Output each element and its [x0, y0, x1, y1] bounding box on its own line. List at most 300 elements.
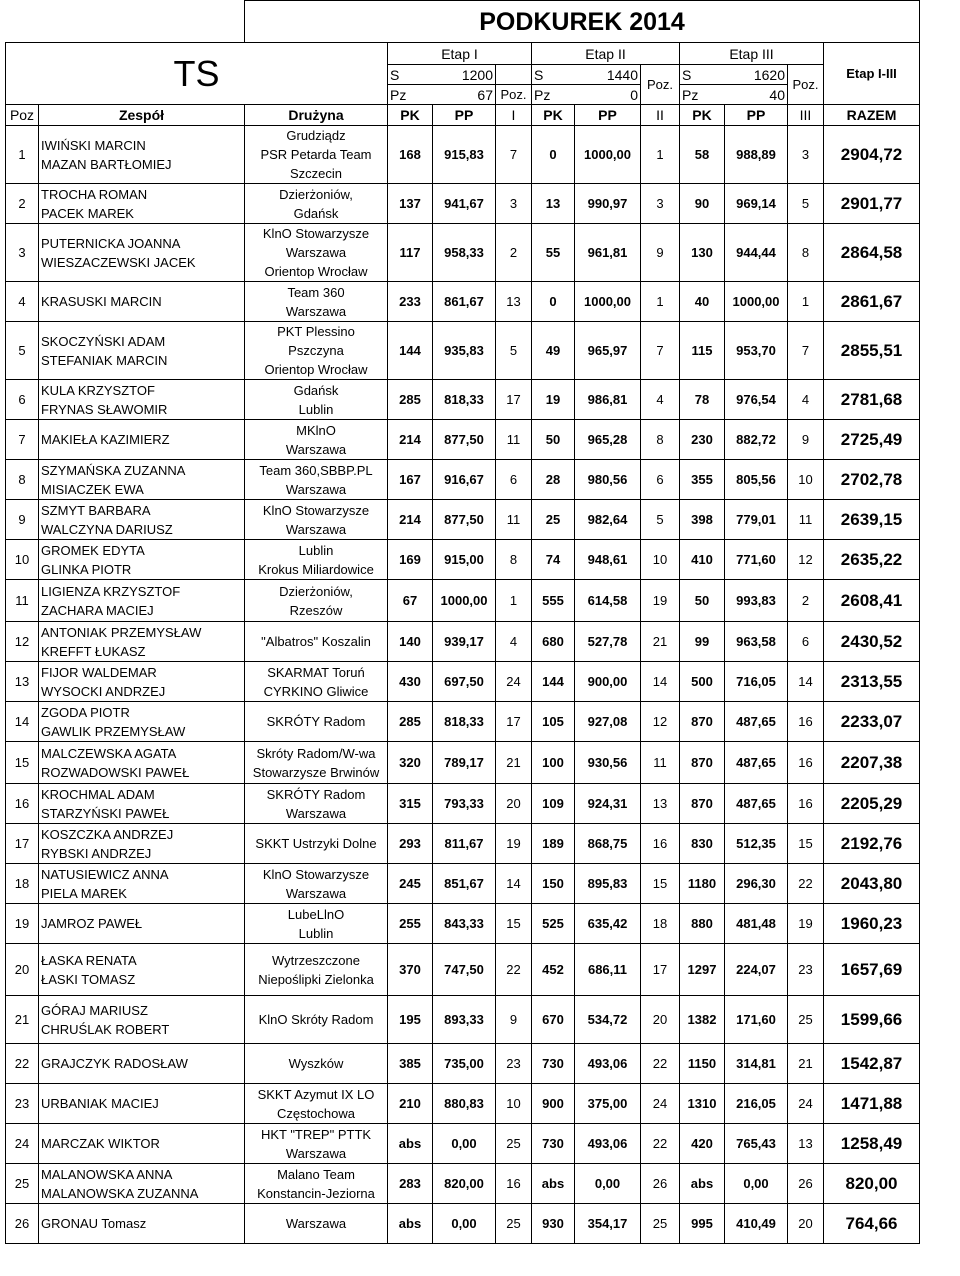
- p2-cell: 11: [641, 742, 680, 784]
- pk2-cell: 144: [532, 662, 575, 702]
- pp3-cell: 296,30: [725, 864, 788, 904]
- pp3-cell: 410,49: [725, 1204, 788, 1244]
- p1-cell: 15: [496, 904, 532, 944]
- team-members-cell: [39, 380, 245, 420]
- pp2-cell: 982,64: [575, 500, 641, 540]
- p1-cell: 7: [496, 126, 532, 184]
- p2-cell: 17: [641, 944, 680, 996]
- team-members-cell: [39, 864, 245, 904]
- pk3-cell: abs: [680, 1164, 725, 1204]
- team-member-name: MARCZAK WIKTOR: [41, 1136, 160, 1151]
- position-cell: 18: [6, 864, 39, 904]
- table-row: [6, 784, 920, 824]
- pp1-cell: 877,50: [433, 500, 496, 540]
- table-row: [6, 1164, 920, 1204]
- club-line: Warszawa: [285, 303, 347, 319]
- pp3-cell: 765,43: [725, 1124, 788, 1164]
- stage2-poz-label: Poz.: [641, 65, 680, 105]
- p2-cell: 18: [641, 904, 680, 944]
- p3-cell: 10: [788, 460, 824, 500]
- position-cell: 14: [6, 702, 39, 742]
- club-line: "Albatros" Koszalin: [261, 634, 371, 649]
- p1-cell: 21: [496, 742, 532, 784]
- team-members-cell: [39, 944, 245, 996]
- pp1-cell: 820,00: [433, 1164, 496, 1204]
- team-member-name: SKOCZYŃSKI ADAM: [41, 333, 166, 349]
- team-member-name: ZGODA PIOTR: [41, 704, 130, 720]
- position-cell: 1: [6, 126, 39, 184]
- team-member-name: PIELA MAREK: [41, 885, 127, 901]
- stage2-pz-label: Pz: [532, 85, 575, 105]
- club-line: Lublin: [298, 542, 334, 558]
- pk1-cell: 214: [388, 500, 433, 540]
- pk3-cell: 50: [680, 580, 725, 622]
- pk3-cell: 1382: [680, 996, 725, 1044]
- team-member-name: ŁASKI TOMASZ: [41, 971, 136, 987]
- pk2-cell: 13: [532, 184, 575, 224]
- p1-cell: 25: [496, 1124, 532, 1164]
- team-members-cell: [39, 622, 245, 662]
- pp1-cell: 915,83: [433, 126, 496, 184]
- pk2-cell: 0: [532, 282, 575, 322]
- team-members-cell: [39, 282, 245, 322]
- pp3-cell: 487,65: [725, 742, 788, 784]
- total-cell: 820,00: [824, 1164, 920, 1204]
- pk2-cell: 680: [532, 622, 575, 662]
- club-line: Team 360: [287, 284, 345, 300]
- pp1-cell: 747,50: [433, 944, 496, 996]
- team-members-cell: [39, 662, 245, 702]
- pk1-cell: 168: [388, 126, 433, 184]
- team-member-name: KOSZCZKA ANDRZEJ: [41, 826, 174, 842]
- pp3-cell: 988,89: [725, 126, 788, 184]
- pp1-cell: 818,33: [433, 380, 496, 420]
- team-members-cell: [39, 1044, 245, 1084]
- p3-cell: 21: [788, 1044, 824, 1084]
- total-cell: 2901,77: [824, 184, 920, 224]
- p1-cell: 6: [496, 460, 532, 500]
- club-line: Lublin: [298, 925, 334, 941]
- p3-cell: 2: [788, 580, 824, 622]
- pp2-cell: 493,06: [575, 1044, 641, 1084]
- club-cell: [245, 1084, 388, 1124]
- p1-cell: 19: [496, 824, 532, 864]
- pk3-cell: 115: [680, 322, 725, 380]
- pp2-cell: 0,00: [575, 1164, 641, 1204]
- stage3-pz-value: 40: [725, 85, 788, 105]
- pp1-cell: 877,50: [433, 420, 496, 460]
- pk2-cell: 452: [532, 944, 575, 996]
- pk3-cell: 870: [680, 784, 725, 824]
- pk3-cell: 90: [680, 184, 725, 224]
- team-member-name: FIJOR WALDEMAR: [41, 664, 157, 680]
- table-row: [6, 1044, 920, 1084]
- pk1-cell: 370: [388, 944, 433, 996]
- pk1-cell: 385: [388, 1044, 433, 1084]
- team-member-name: KROCHMAL ADAM: [41, 786, 155, 802]
- pk3-cell: 420: [680, 1124, 725, 1164]
- club-line: Warszawa: [285, 885, 347, 901]
- position-cell: 2: [6, 184, 39, 224]
- team-member-name: GÓRAJ MARIUSZ: [41, 1002, 148, 1018]
- team-member-name: MAZAN BARTŁOMIEJ: [41, 156, 172, 172]
- total-cell: 2864,58: [824, 224, 920, 282]
- pk1-cell: 140: [388, 622, 433, 662]
- club-line: Rzeszów: [289, 602, 343, 618]
- p2-cell: 22: [641, 1124, 680, 1164]
- pp2-cell: 527,78: [575, 622, 641, 662]
- blank-cell: [6, 1, 245, 43]
- team-member-name: LIGIENZA KRZYSZTOF: [41, 583, 181, 599]
- club-line: LubeLlnO: [287, 906, 345, 922]
- pp1-cell: 915,00: [433, 540, 496, 580]
- club-line: SKRÓTY Radom: [266, 786, 366, 802]
- page-title: PODKUREK 2014: [245, 1, 920, 43]
- pk1-cell: 169: [388, 540, 433, 580]
- pp2-cell: 614,58: [575, 580, 641, 622]
- club-cell: [245, 622, 388, 662]
- col-header-club: Drużyna: [245, 105, 388, 126]
- p1-cell: 23: [496, 1044, 532, 1084]
- pp3-cell: 969,14: [725, 184, 788, 224]
- total-cell: 2205,29: [824, 784, 920, 824]
- pk2-cell: 189: [532, 824, 575, 864]
- club-line: Warszawa: [285, 481, 347, 497]
- pp3-cell: 512,35: [725, 824, 788, 864]
- p3-cell: 1: [788, 282, 824, 322]
- club-cell: [245, 864, 388, 904]
- p2-cell: 9: [641, 224, 680, 282]
- club-line: Warszawa: [285, 521, 347, 537]
- pp3-cell: 171,60: [725, 996, 788, 1044]
- pk2-cell: 670: [532, 996, 575, 1044]
- pp2-cell: 990,97: [575, 184, 641, 224]
- table-row: [6, 420, 920, 460]
- pk1-cell: 293: [388, 824, 433, 864]
- position-cell: 20: [6, 944, 39, 996]
- pk1-cell: 285: [388, 702, 433, 742]
- club-cell: [245, 460, 388, 500]
- club-line: Warszawa: [285, 805, 347, 821]
- team-member-name: MALANOWSKA ANNA: [41, 1166, 173, 1182]
- team-member-name: GRAJCZYK RADOSŁAW: [41, 1056, 188, 1071]
- p3-cell: 24: [788, 1084, 824, 1124]
- position-cell: 17: [6, 824, 39, 864]
- pk1-cell: 167: [388, 460, 433, 500]
- club-line: SKRÓTY Radom: [266, 714, 366, 729]
- club-line: Wytrzeszczone: [271, 952, 361, 968]
- team-member-name: FRYNAS SŁAWOMIR: [41, 401, 168, 417]
- team-members-cell: [39, 742, 245, 784]
- col-header-pk3: PK: [680, 105, 725, 126]
- pk3-cell: 58: [680, 126, 725, 184]
- table-row: [6, 460, 920, 500]
- position-cell: 23: [6, 1084, 39, 1124]
- team-members-cell: [39, 824, 245, 864]
- p2-cell: 1: [641, 282, 680, 322]
- total-cell: 2725,49: [824, 420, 920, 460]
- pp1-cell: 843,33: [433, 904, 496, 944]
- pp1-cell: 861,67: [433, 282, 496, 322]
- club-cell: [245, 380, 388, 420]
- team-member-name: IWIŃSKI MARCIN: [41, 137, 146, 153]
- team-member-name: URBANIAK MACIEJ: [41, 1096, 159, 1111]
- position-cell: 25: [6, 1164, 39, 1204]
- club-cell: [245, 824, 388, 864]
- pk1-cell: 210: [388, 1084, 433, 1124]
- team-member-name: ANTONIAK PRZEMYSŁAW: [41, 624, 202, 640]
- pk2-cell: 74: [532, 540, 575, 580]
- table-row: [6, 996, 920, 1044]
- table-row: [6, 742, 920, 784]
- pk1-cell: abs: [388, 1124, 433, 1164]
- total-cell: 2639,15: [824, 500, 920, 540]
- pk2-cell: 105: [532, 702, 575, 742]
- pk2-cell: 900: [532, 1084, 575, 1124]
- pk2-cell: 730: [532, 1124, 575, 1164]
- p2-cell: 26: [641, 1164, 680, 1204]
- position-cell: 11: [6, 580, 39, 622]
- p2-cell: 19: [641, 580, 680, 622]
- total-cell: 1599,66: [824, 996, 920, 1044]
- position-cell: 10: [6, 540, 39, 580]
- table-row: [6, 1204, 920, 1244]
- table-row: [6, 184, 920, 224]
- p1-cell: 16: [496, 1164, 532, 1204]
- club-line: Częstochowa: [276, 1105, 356, 1121]
- team-member-name: SZYMAŃSKA ZUZANNA: [41, 462, 186, 478]
- p3-cell: 14: [788, 662, 824, 702]
- pp1-cell: 941,67: [433, 184, 496, 224]
- club-cell: [245, 1044, 388, 1084]
- club-line: Team 360,SBBP.PL: [259, 462, 373, 478]
- pp2-cell: 924,31: [575, 784, 641, 824]
- club-line: PSR Petarda Team: [260, 147, 372, 162]
- total-cell: 2861,67: [824, 282, 920, 322]
- total-cell: 1542,87: [824, 1044, 920, 1084]
- pk1-cell: 315: [388, 784, 433, 824]
- pp2-cell: 927,08: [575, 702, 641, 742]
- stage3-label: Etap III: [680, 43, 824, 65]
- p1-cell: 17: [496, 380, 532, 420]
- pp3-cell: 993,83: [725, 580, 788, 622]
- pp1-cell: 811,67: [433, 824, 496, 864]
- table-row: [6, 322, 920, 380]
- pk3-cell: 99: [680, 622, 725, 662]
- pp3-cell: 944,44: [725, 224, 788, 282]
- position-cell: 19: [6, 904, 39, 944]
- team-member-name: ŁASKA RENATA: [41, 952, 137, 968]
- stage2-s-label: S: [532, 65, 575, 85]
- table-row: [6, 622, 920, 662]
- pp2-cell: 686,11: [575, 944, 641, 996]
- team-member-name: SZMYT BARBARA: [41, 502, 151, 518]
- p2-cell: 8: [641, 420, 680, 460]
- pp3-cell: 805,56: [725, 460, 788, 500]
- club-line: SKKT Ustrzyki Dolne: [255, 836, 377, 851]
- stage2-label: Etap II: [532, 43, 680, 65]
- total-stage-label: Etap I-III: [824, 43, 920, 105]
- stage1-s-label: S: [388, 65, 433, 85]
- club-cell: [245, 1124, 388, 1164]
- pp1-cell: 789,17: [433, 742, 496, 784]
- club-cell: [245, 662, 388, 702]
- club-line: Warszawa: [285, 441, 347, 457]
- p3-cell: 6: [788, 622, 824, 662]
- pk2-cell: 28: [532, 460, 575, 500]
- club-line: Malano Team: [277, 1166, 355, 1182]
- club-line: Pszczyna: [288, 343, 344, 358]
- team-member-name: JAMROZ PAWEŁ: [41, 916, 143, 931]
- position-cell: 26: [6, 1204, 39, 1244]
- col-header-pp2: PP: [575, 105, 641, 126]
- pk2-cell: 109: [532, 784, 575, 824]
- team-members-cell: [39, 702, 245, 742]
- table-row: [6, 904, 920, 944]
- pp2-cell: 493,06: [575, 1124, 641, 1164]
- club-cell: [245, 184, 388, 224]
- club-cell: [245, 702, 388, 742]
- pp1-cell: 0,00: [433, 1204, 496, 1244]
- position-cell: 12: [6, 622, 39, 662]
- total-cell: 1471,88: [824, 1084, 920, 1124]
- stage3-poz-label: Poz.: [788, 65, 824, 105]
- pp1-cell: 916,67: [433, 460, 496, 500]
- pp3-cell: 224,07: [725, 944, 788, 996]
- pk2-cell: 150: [532, 864, 575, 904]
- col-header-total: RAZEM: [824, 105, 920, 126]
- p3-cell: 13: [788, 1124, 824, 1164]
- pk3-cell: 880: [680, 904, 725, 944]
- p3-cell: 7: [788, 322, 824, 380]
- position-cell: 3: [6, 224, 39, 282]
- position-cell: 21: [6, 996, 39, 1044]
- pk1-cell: 214: [388, 420, 433, 460]
- club-line: Warszawa: [285, 1216, 347, 1231]
- total-cell: 2608,41: [824, 580, 920, 622]
- p3-cell: 16: [788, 742, 824, 784]
- position-cell: 8: [6, 460, 39, 500]
- pp3-cell: 487,65: [725, 702, 788, 742]
- team-member-name: CHRUŚLAK ROBERT: [41, 1021, 170, 1037]
- pk2-cell: 555: [532, 580, 575, 622]
- club-cell: [245, 944, 388, 996]
- pp2-cell: 930,56: [575, 742, 641, 784]
- team-member-name: RYBSKI ANDRZEJ: [41, 845, 152, 861]
- p3-cell: 19: [788, 904, 824, 944]
- p2-cell: 20: [641, 996, 680, 1044]
- stage1-pz-label: Pz: [388, 85, 433, 105]
- club-cell: [245, 904, 388, 944]
- pp3-cell: 882,72: [725, 420, 788, 460]
- pk1-cell: 255: [388, 904, 433, 944]
- club-cell: [245, 540, 388, 580]
- club-line: Dzierżoniów,: [279, 186, 353, 202]
- p1-cell: 14: [496, 864, 532, 904]
- pk2-cell: 50: [532, 420, 575, 460]
- column-header-row: [6, 105, 920, 126]
- p2-cell: 24: [641, 1084, 680, 1124]
- pp3-cell: 481,48: [725, 904, 788, 944]
- pp3-cell: 771,60: [725, 540, 788, 580]
- team-member-name: GLINKA PIOTR: [41, 561, 132, 577]
- p2-cell: 25: [641, 1204, 680, 1244]
- p1-cell: 17: [496, 702, 532, 742]
- team-member-name: MALANOWSKA ZUZANNA: [41, 1185, 199, 1201]
- pp3-cell: 963,58: [725, 622, 788, 662]
- p2-cell: 3: [641, 184, 680, 224]
- table-row: [6, 1084, 920, 1124]
- pk2-cell: 930: [532, 1204, 575, 1244]
- p2-cell: 13: [641, 784, 680, 824]
- pp1-cell: 1000,00: [433, 580, 496, 622]
- pk1-cell: 285: [388, 380, 433, 420]
- pp2-cell: 895,83: [575, 864, 641, 904]
- p3-cell: 16: [788, 784, 824, 824]
- pp3-cell: 1000,00: [725, 282, 788, 322]
- table-row: [6, 824, 920, 864]
- club-line: KlnO Stowarzysze: [262, 226, 370, 241]
- p3-cell: 11: [788, 500, 824, 540]
- pk2-cell: 55: [532, 224, 575, 282]
- p1-cell: 22: [496, 944, 532, 996]
- stage3-s-label: S: [680, 65, 725, 85]
- pp2-cell: 868,75: [575, 824, 641, 864]
- club-line: SKKT Azymut IX LO: [257, 1086, 375, 1102]
- team-members-cell: [39, 500, 245, 540]
- pk3-cell: 830: [680, 824, 725, 864]
- total-cell: 1258,49: [824, 1124, 920, 1164]
- team-member-name: STARZYŃSKI PAWEŁ: [41, 805, 170, 821]
- club-line: Warszawa: [285, 1145, 347, 1161]
- pk3-cell: 1297: [680, 944, 725, 996]
- pk3-cell: 398: [680, 500, 725, 540]
- club-line: Krokus Miliardowice: [258, 561, 374, 577]
- club-cell: [245, 784, 388, 824]
- p1-cell: 2: [496, 224, 532, 282]
- pp1-cell: 0,00: [433, 1124, 496, 1164]
- team-member-name: WALCZYNA DARIUSZ: [41, 521, 173, 537]
- p3-cell: 4: [788, 380, 824, 420]
- pp1-cell: 735,00: [433, 1044, 496, 1084]
- pk2-cell: 525: [532, 904, 575, 944]
- pk2-cell: 19: [532, 380, 575, 420]
- pk3-cell: 355: [680, 460, 725, 500]
- p1-cell: 11: [496, 420, 532, 460]
- team-members-cell: [39, 420, 245, 460]
- club-line: HKT "TREP" PTTK: [260, 1126, 372, 1142]
- pp2-cell: 354,17: [575, 1204, 641, 1244]
- position-cell: 6: [6, 380, 39, 420]
- club-line: SKARMAT Toruń: [267, 664, 365, 680]
- stage1-s-empty: [496, 65, 532, 85]
- pk2-cell: 49: [532, 322, 575, 380]
- p2-cell: 16: [641, 824, 680, 864]
- p1-cell: 8: [496, 540, 532, 580]
- stage3-s-value: 1620: [725, 65, 788, 85]
- stage1-poz-label: Poz.: [496, 85, 532, 105]
- club-cell: [245, 282, 388, 322]
- pk3-cell: 1310: [680, 1084, 725, 1124]
- pp2-cell: 534,72: [575, 996, 641, 1044]
- pp3-cell: 314,81: [725, 1044, 788, 1084]
- team-members-cell: [39, 460, 245, 500]
- pk2-cell: 25: [532, 500, 575, 540]
- pk3-cell: 130: [680, 224, 725, 282]
- p1-cell: 1: [496, 580, 532, 622]
- pp1-cell: 793,33: [433, 784, 496, 824]
- team-members-cell: [39, 540, 245, 580]
